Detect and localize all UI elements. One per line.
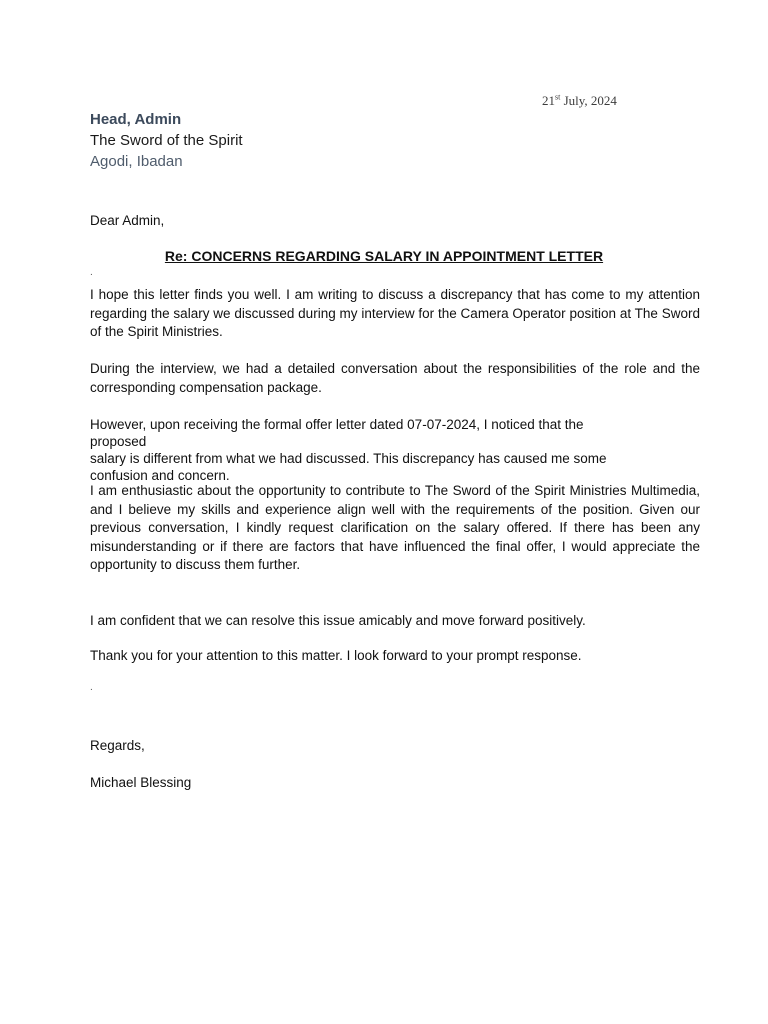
date-day: 21: [542, 93, 555, 108]
salutation: Dear Admin,: [90, 213, 165, 228]
closing: Regards,: [90, 738, 145, 753]
subject-line: Re: CONCERNS REGARDING SALARY IN APPOINTMENT LETTER: [164, 248, 604, 264]
paragraph-discrepancy-line: confusion and concern.: [90, 468, 230, 483]
recipient-location: Agodi, Ibadan: [90, 153, 183, 170]
stray-mark: .: [90, 267, 93, 278]
date-suffix: st: [555, 92, 561, 102]
paragraph-confidence: I am confident that we can resolve this issue amicably and move forward positively.: [90, 613, 586, 628]
paragraph-request: I am enthusiastic about the opportunity to contribute to The Sword of the Spirit Ministries Multimedia, and I believe my skills and experience align well with the requirements of the position. Given our previous conversation, I kindly request clarification on the salary offered. If there has been any misunderstanding or if there are factors that have influenced the final offer, I would appreciate the opportunity to discuss them further.: [90, 483, 700, 572]
paragraph-thanks: Thank you for your attention to this matter. I look forward to your prompt response.: [90, 648, 582, 663]
paragraph-discrepancy: [90, 416, 630, 484]
date-rest: July, 2024: [560, 93, 617, 108]
paragraph-discrepancy-line: salary is different from what we had discussed. This discrepancy has caused me some: [90, 451, 607, 466]
letter-date: [542, 93, 617, 109]
stray-mark: .: [90, 682, 93, 693]
recipient-organization: The Sword of the Spirit: [90, 132, 243, 149]
paragraph-discrepancy-line: However, upon receiving the formal offer letter dated 07-07-2024, I noticed that the proposed: [90, 417, 584, 449]
paragraph-interview: During the interview, we had a detailed conversation about the responsibilities of the role and the corresponding compensation package.: [90, 361, 700, 395]
recipient-name: Head, Admin: [90, 111, 182, 128]
paragraph-intro: I hope this letter finds you well. I am writing to discuss a discrepancy that has come to my attention regarding the salary we discussed during my interview for the Camera Operator position at The Sword of the Spirit Ministries.: [90, 287, 700, 339]
signature-name: Michael Blessing: [90, 775, 192, 790]
